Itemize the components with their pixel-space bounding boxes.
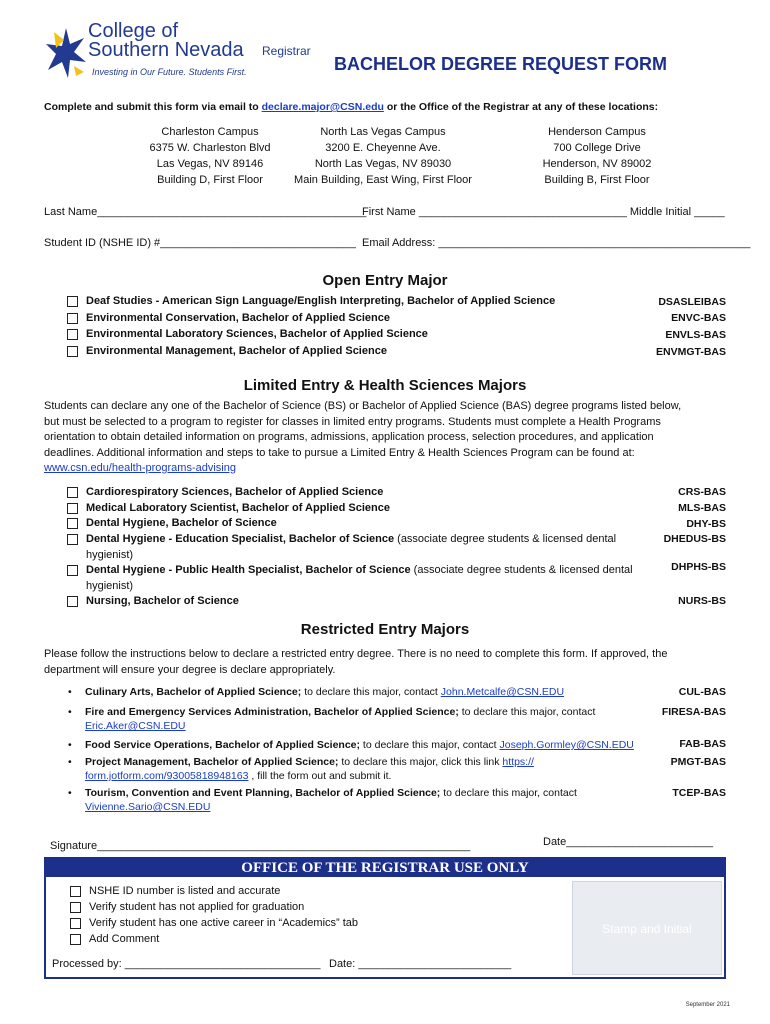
major-code: DHY-BS — [686, 518, 726, 530]
contact-email-link[interactable]: Vivienne.Sario@CSN.EDU — [85, 801, 211, 813]
campus-city: Henderson, NV 89002 — [542, 158, 652, 170]
office-checkbox[interactable] — [70, 902, 81, 913]
major-label: Project Management, Bachelor of Applied Science; — [85, 756, 339, 768]
major-note-tail: , fill the form out and submit it. — [248, 770, 392, 782]
major-note: (associate degree students & licensed dental — [394, 533, 617, 545]
health-programs-link[interactable]: www.csn.edu/health-programs-advising — [44, 462, 236, 474]
restricted-item — [68, 705, 658, 735]
campus-north-las-vegas — [268, 124, 498, 188]
para-line: Please follow the instructions below to declare a restricted entry degree. There is no need to complete this form. If approved, the — [44, 648, 668, 660]
project-link-part2[interactable]: form.jotform.com/93005818948163 — [85, 770, 249, 782]
major-checkbox[interactable] — [67, 329, 78, 340]
major-code: ENVMGT-BAS — [655, 346, 726, 358]
restricted-entry-description — [44, 647, 724, 678]
bullet-icon: • — [68, 686, 72, 698]
logo-line-1: College of — [88, 20, 179, 42]
restricted-item — [68, 685, 658, 701]
star-logo-icon — [44, 26, 88, 82]
major-label: Dental Hygiene - Public Health Specialist, Bachelor of Science — [86, 564, 411, 576]
email-address-field[interactable]: Email Address: ___________________________________________________ — [362, 237, 751, 249]
major-checkbox[interactable] — [67, 534, 78, 545]
major-code: TCEP-BAS — [672, 787, 726, 799]
form-title: BACHELOR DEGREE REQUEST FORM — [334, 54, 668, 74]
logo-wordmark — [88, 22, 244, 60]
campus-city: North Las Vegas, NV 89030 — [314, 158, 452, 170]
office-check-label: Verify student has not applied for graduation — [89, 901, 305, 913]
office-check-label: Add Comment — [89, 933, 160, 945]
signature-field[interactable]: Signature_____________________________________________________________ — [50, 840, 471, 852]
logo-tagline: Investing in Our Future. Students First. — [92, 67, 247, 77]
major-code: FIRESA-BAS — [661, 706, 726, 718]
campus-henderson — [482, 124, 712, 188]
major-code: PMGT-BAS — [670, 756, 726, 768]
major-checkbox[interactable] — [67, 313, 78, 324]
last-name-field[interactable]: Last Name____________________________________________ — [44, 206, 367, 218]
intro-text — [44, 101, 658, 113]
major-code: CUL-BAS — [678, 686, 726, 698]
bullet-icon: • — [68, 756, 72, 768]
major-code: NURS-BS — [678, 595, 726, 607]
student-id-field[interactable]: Student ID (NSHE ID) #________________________________ — [44, 237, 356, 249]
bullet-icon: • — [68, 739, 72, 751]
restricted-entry-title: Restricted Entry Majors — [300, 621, 470, 638]
major-checkbox[interactable] — [67, 296, 78, 307]
bullet-icon: • — [68, 787, 72, 799]
major-label: Dental Hygiene, Bachelor of Science — [86, 517, 277, 529]
major-checkbox[interactable] — [67, 503, 78, 514]
project-link-part1[interactable]: https:// — [502, 756, 534, 768]
bullet-icon: • — [68, 706, 72, 718]
open-entry-title: Open Entry Major — [322, 272, 448, 289]
registrar-label: Registrar — [262, 44, 311, 58]
major-code: DHPHS-BS — [671, 561, 726, 573]
office-use-title: OFFICE OF THE REGISTRAR USE ONLY — [46, 859, 724, 877]
major-code: ENVC-BAS — [671, 312, 726, 324]
contact-email-link[interactable]: Joseph.Gormley@CSN.EDU — [499, 739, 634, 751]
major-label: Culinary Arts, Bachelor of Applied Science; — [85, 686, 302, 698]
campus-building: Main Building, East Wing, First Floor — [294, 174, 472, 186]
logo-line-2: Southern Nevada — [88, 39, 244, 61]
office-check-label: Verify student has one active career in “Academics” tab — [89, 917, 359, 929]
intro-before: Complete and submit this form via email to — [44, 101, 262, 113]
campus-street: 6375 W. Charleston Blvd — [149, 142, 271, 154]
signature-date-field[interactable]: Date________________________ — [543, 836, 714, 848]
major-code: MLS-BAS — [678, 502, 726, 514]
campus-name: Henderson Campus — [548, 126, 646, 138]
campus-street: 3200 E. Cheyenne Ave. — [325, 142, 441, 154]
processed-date-field[interactable]: Date: _________________________ — [329, 958, 512, 970]
major-checkbox[interactable] — [67, 565, 78, 576]
restricted-item — [68, 755, 658, 785]
first-name-field[interactable]: First Name __________________________________ Middle Initial _____ — [362, 206, 725, 218]
campus-building: Building D, First Floor — [157, 174, 263, 186]
restricted-item — [68, 738, 658, 754]
major-note: (associate degree students & licensed dental — [410, 564, 633, 576]
major-label: Environmental Management, Bachelor of Applied Science — [86, 345, 387, 357]
major-note: to declare this major, contact — [440, 787, 577, 799]
para-line: orientation to obtain detailed information on programs, admissions, application process, selection procedures, and application — [44, 431, 654, 443]
major-label: Deaf Studies - American Sign Language/English Interpreting, Bachelor of Applied Science — [86, 295, 556, 307]
office-use-box — [44, 857, 726, 979]
para-line: department will ensure your degree is declare appropriately. — [44, 663, 336, 676]
para-line: deadlines. Additional information and steps to take to pursue a Limited Entry & Health Sciences Program can be found at: — [44, 446, 635, 459]
para-line: Students can declare any one of the Bachelor of Science (BS) or Bachelor of Applied Science (BAS) degree programs listed below, — [44, 400, 682, 412]
contact-email-link[interactable]: Eric.Aker@CSN.EDU — [85, 720, 186, 732]
major-label: Tourism, Convention and Event Planning, Bachelor of Applied Science; — [85, 787, 441, 799]
major-note: to declare this major, contact — [360, 739, 500, 751]
major-label: Food Service Operations, Bachelor of Applied Science; — [85, 739, 361, 751]
major-code: CRS-BAS — [678, 486, 726, 498]
contact-email-link[interactable]: John.Metcalfe@CSN.EDU — [440, 686, 565, 698]
major-code: FAB-BAS — [679, 738, 726, 750]
major-note-cont: hygienist) — [86, 579, 134, 592]
major-code: DHEDUS-BS — [663, 533, 726, 545]
office-checkbox[interactable] — [70, 886, 81, 897]
campus-name: Charleston Campus — [161, 126, 259, 138]
major-note: to declare this major, click this link — [338, 756, 503, 768]
major-code: ENVLS-BAS — [665, 329, 726, 341]
declare-email-link[interactable]: declare.major@CSN.edu — [261, 101, 384, 113]
major-label: Dental Hygiene - Education Specialist, Bachelor of Science — [86, 533, 395, 545]
major-note: to declare this major, contact — [301, 686, 441, 698]
major-label: Environmental Laboratory Sciences, Bachelor of Applied Science — [86, 328, 428, 340]
major-note-cont: hygienist) — [86, 548, 134, 561]
major-label: Fire and Emergency Services Administration, Bachelor of Applied Science; — [85, 706, 459, 718]
major-checkbox[interactable] — [67, 596, 78, 607]
office-check-label: NSHE ID number is listed and accurate — [89, 885, 281, 897]
campus-building: Building B, First Floor — [544, 174, 650, 186]
major-note: to declare this major, contact — [458, 706, 596, 718]
processed-by-field[interactable]: Processed by: ________________________________ — [52, 958, 321, 970]
campus-street: 700 College Drive — [553, 142, 641, 154]
limited-entry-title: Limited Entry & Health Sciences Majors — [243, 377, 527, 394]
major-checkbox[interactable] — [67, 518, 78, 529]
para-line: but must be selected to a program to register for classes in limited entry programs. Students must complete a Health Programs — [44, 415, 661, 428]
major-label: Cardiorespiratory Sciences, Bachelor of Applied Science — [86, 486, 384, 498]
revision-date: September 2021 — [685, 1002, 730, 1008]
limited-entry-description — [44, 399, 724, 477]
office-checkbox[interactable] — [70, 934, 81, 945]
restricted-item — [68, 786, 658, 816]
major-label: Nursing, Bachelor of Science — [86, 595, 239, 607]
major-code: DSASLEIBAS — [658, 296, 726, 308]
major-label: Environmental Conservation, Bachelor of Applied Science — [86, 312, 390, 324]
major-checkbox[interactable] — [67, 346, 78, 357]
stamp-area: Stamp and Initial — [572, 881, 722, 975]
major-label: Medical Laboratory Scientist, Bachelor of Applied Science — [86, 502, 391, 514]
office-checkbox[interactable] — [70, 918, 81, 929]
campus-city: Las Vegas, NV 89146 — [156, 158, 264, 170]
intro-after: or the Office of the Registrar at any of these locations: — [383, 101, 659, 113]
campus-name: North Las Vegas Campus — [320, 126, 446, 138]
major-checkbox[interactable] — [67, 487, 78, 498]
